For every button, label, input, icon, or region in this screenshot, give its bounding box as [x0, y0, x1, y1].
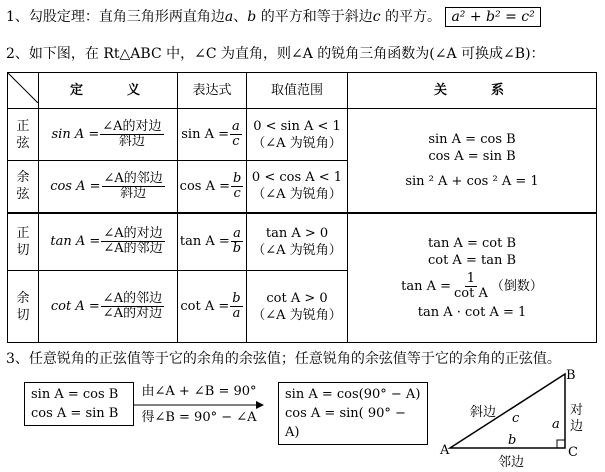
- expression-cell: tan A = $\frac{a}{b}$: [178, 213, 247, 271]
- row-name: 正 弦: [8, 109, 39, 161]
- header-range: 取值范围: [247, 73, 348, 109]
- line1-suffix: 的平方。: [380, 9, 441, 25]
- pythagorean-line: [6, 6, 541, 26]
- arrow-label-bottom: 得∠B = 90° − ∠A: [141, 410, 257, 425]
- definition-intro: 2、如下图，在 Rt△ABC 中，∠C 为直角，则∠A 的锐角三角函数为(∠A 可换成∠B)：: [6, 46, 545, 62]
- header-relation: 关 系: [348, 73, 597, 109]
- label-hypotenuse: 斜边: [470, 405, 497, 420]
- var-a: a: [224, 9, 234, 25]
- vertex-B: B: [566, 368, 576, 383]
- label-adjacent: 邻边: [498, 455, 525, 470]
- side-a: a: [552, 417, 560, 432]
- side-b: b: [508, 433, 517, 448]
- right-triangle-diagram: [430, 362, 600, 470]
- row-name: 余 弦: [8, 161, 39, 213]
- identity-box-1: sin A = cos B cos A = sin B: [24, 382, 134, 426]
- range-cell: cot A > 0 （∠A 为锐角）: [247, 271, 348, 343]
- pythagorean-formula: a² + b² = c²: [445, 7, 540, 27]
- corner-cell: [8, 73, 39, 109]
- definition-cell: sin A = $\frac{\text{∠A的对边}}{\text{斜边}}$: [39, 109, 178, 161]
- line1-mid: 的平方和等于斜边: [256, 9, 373, 25]
- vertex-A: A: [440, 443, 450, 458]
- right-angle-mark: [557, 440, 565, 448]
- derivation-arrow: [132, 383, 266, 427]
- range-cell: tan A > 0 （∠A 为锐角）: [247, 213, 348, 271]
- side-c: c: [512, 411, 520, 426]
- row-name: 余 切: [8, 271, 39, 343]
- definition-cell: cot A = $\frac{\text{∠A的邻边}}{\text{∠A的对边}}$: [39, 271, 178, 343]
- header-definition: 定 义: [39, 73, 178, 109]
- relation-cell-tan-cot: tan A = cot B cot A = tan B tan A = $\frac{1}{\text{cot A}}$ （倒数） tan A · cot A = 1: [348, 213, 597, 343]
- diagonal-line: [8, 73, 38, 103]
- var-b: b: [247, 9, 257, 25]
- header-expression: 表达式: [178, 73, 247, 109]
- trig-table: [7, 72, 597, 343]
- definition-cell: tan A = $\frac{\text{∠A的对边}}{\text{∠A的邻边}}$: [39, 213, 178, 271]
- relation-cell-sin-cos: sin A = cos B cos A = sin B sin ² A + cos ² A = 1: [348, 109, 597, 213]
- expression-cell: cot A = $\frac{b}{a}$: [178, 271, 247, 343]
- vertex-C: C: [568, 445, 578, 460]
- arrow-label-top: 由∠A + ∠B = 90°: [141, 384, 257, 399]
- table-row: [8, 213, 597, 271]
- identity-box-2: sin A = cos(90° − A) cos A = sin( 90° − A): [278, 382, 428, 445]
- complementary-angle-note: 3、任意锐角的正弦值等于它的余角的余弦值；任意锐角的余弦值等于它的余角的正弦值。: [6, 351, 561, 367]
- definition-cell: cos A = $\frac{\text{∠A的邻边}}{\text{斜边}}$: [39, 161, 178, 213]
- line1-prefix: 1、勾股定理：直角三角形两直角边: [6, 9, 225, 25]
- expression-cell: sin A = $\frac{a}{c}$: [178, 109, 247, 161]
- right-arrow-icon: [132, 401, 266, 409]
- expression-cell: cos A = $\frac{b}{c}$: [178, 161, 247, 213]
- label-opposite-2: 边: [570, 419, 584, 434]
- var-c: c: [372, 9, 381, 25]
- range-cell: 0 < sin A < 1 （∠A 为锐角）: [247, 109, 348, 161]
- label-opposite-1: 对: [570, 403, 584, 418]
- range-cell: 0 < cos A < 1 （∠A 为锐角）: [247, 161, 348, 213]
- row-name: 正 切: [8, 213, 39, 271]
- table-row: [8, 109, 597, 161]
- line1-sep: 、: [233, 9, 248, 25]
